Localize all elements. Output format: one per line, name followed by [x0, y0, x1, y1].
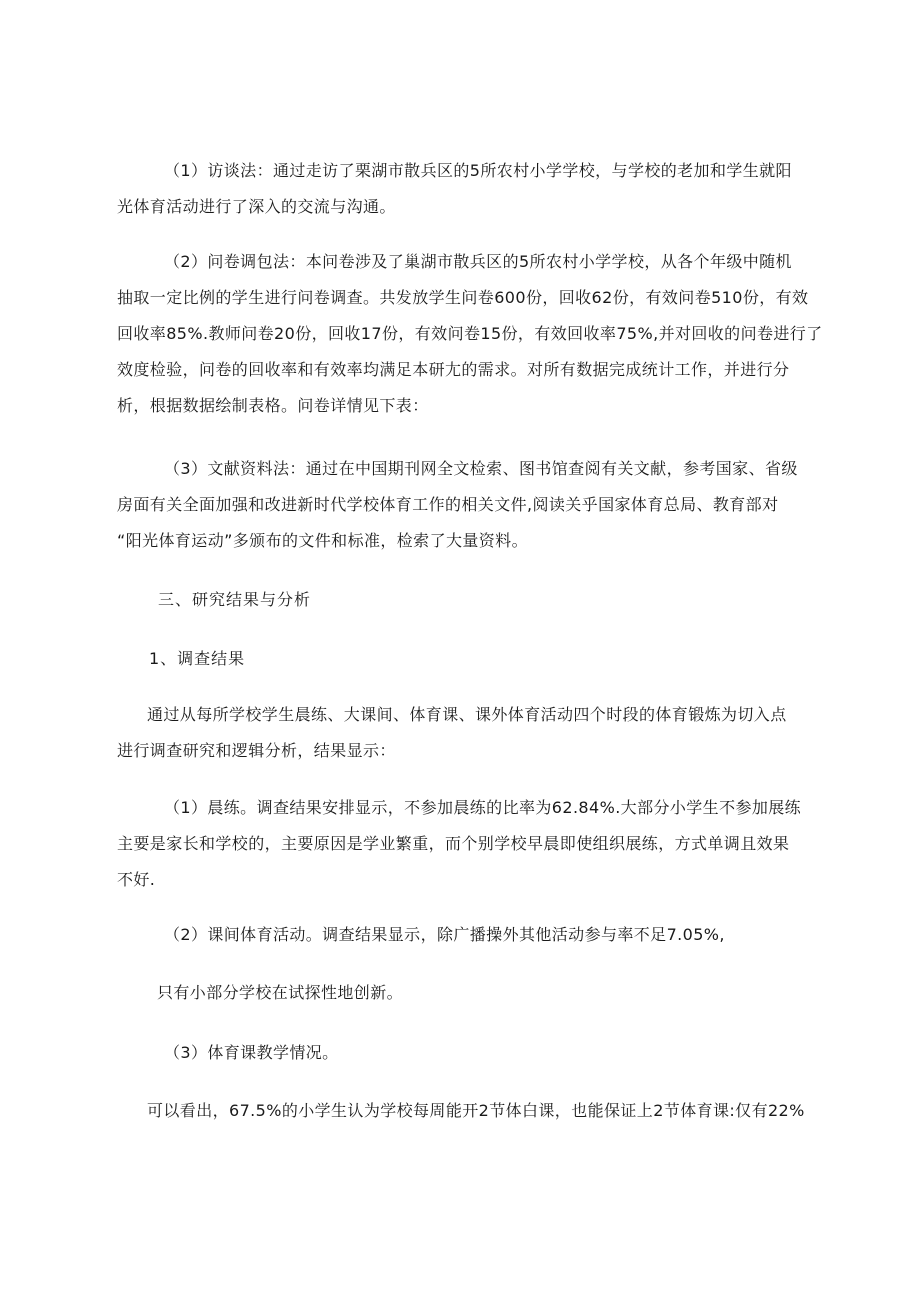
- paragraph-result-pe-detail: [117, 1093, 817, 1129]
- text-line: （1）访谈法：通过走访了栗湖市散兵区的5所农村小学学校，与学校的老加和学生就阳: [164, 161, 792, 180]
- paragraph-result-break-continued: [117, 975, 817, 1011]
- text-line: 抽取一定比例的学生进行问卷调查。共发放学生问卷600份，回收62份，有效问卷510份，有效: [117, 288, 809, 307]
- text-line: （3）文献资料法：通过在中国期刊网全文检索、图书馆查阅有关文献，参考国家、省级: [164, 459, 798, 478]
- paragraph-literature-method: [117, 451, 817, 559]
- section-heading: 三、研究结果与分析: [158, 590, 312, 609]
- text-line: 通过从每所学校学生晨练、大课间、体育课、课外体育活动四个时段的体育锻炼为切入点: [147, 705, 787, 724]
- text-line: “阳光体育运动”多颁布的文件和标准，检索了大量资料。: [117, 531, 528, 550]
- paragraph-result-pe-class: [117, 1035, 817, 1071]
- text-line: 可以看出，67.5%的小学生认为学校每周能开2节体白课，也能保证上2节体育课:仅有22%: [147, 1101, 805, 1120]
- text-line: 效度检验，问卷的回收率和有效率均满足本研尢的需求。对所有数据完成统计工作，并进行分: [117, 360, 790, 379]
- subsection-heading: 1、调查结果: [149, 649, 246, 668]
- text-line: 不好.: [117, 870, 156, 889]
- text-line: （3）体育课教学情况。: [164, 1043, 339, 1062]
- text-line: 析，根据数据绘制表格。问卷详情见下表：: [117, 396, 429, 415]
- paragraph-interview-method: [117, 153, 817, 225]
- text-line: 进行调查研究和逻辑分析，结果显示：: [117, 741, 396, 760]
- text-line: 只有小部分学校在试探性地创新。: [157, 983, 404, 1002]
- text-line: （2）课间体育活动。调查结果显示，除广播操外其他活动参与率不足7.05%,: [164, 925, 725, 944]
- text-line: 主要是家长和学校的，主要原因是学业繁重，而个别学校早晨即使组织展练，方式单调且效果: [117, 834, 790, 853]
- text-line: （1）晨练。调查结果安排显示，不参加晨练的比率为62.84%.大部分小学生不参加展练: [164, 798, 802, 817]
- paragraph-result-break-activity: [117, 917, 817, 953]
- paragraph-survey-intro: [117, 697, 817, 769]
- paragraph-questionnaire-method: [117, 244, 823, 424]
- text-line: 回收率85%.教师问卷20份，回收17份，有效问卷15份，有效回收率75%,并对回收的问卷进行了: [117, 324, 823, 343]
- text-line: （2）问卷调包法：本问卷涉及了巢湖市散兵区的5所农村小学学校，从各个年级中随机: [164, 252, 792, 271]
- text-line: 房面有关全面加强和改进新时代学校体育工作的相关文件,阅读关乎国家体育总局、教育部对: [117, 495, 779, 514]
- text-line: 光体育活动进行了深入的交流与沟通。: [117, 197, 396, 216]
- paragraph-result-morning-exercise: [117, 790, 817, 898]
